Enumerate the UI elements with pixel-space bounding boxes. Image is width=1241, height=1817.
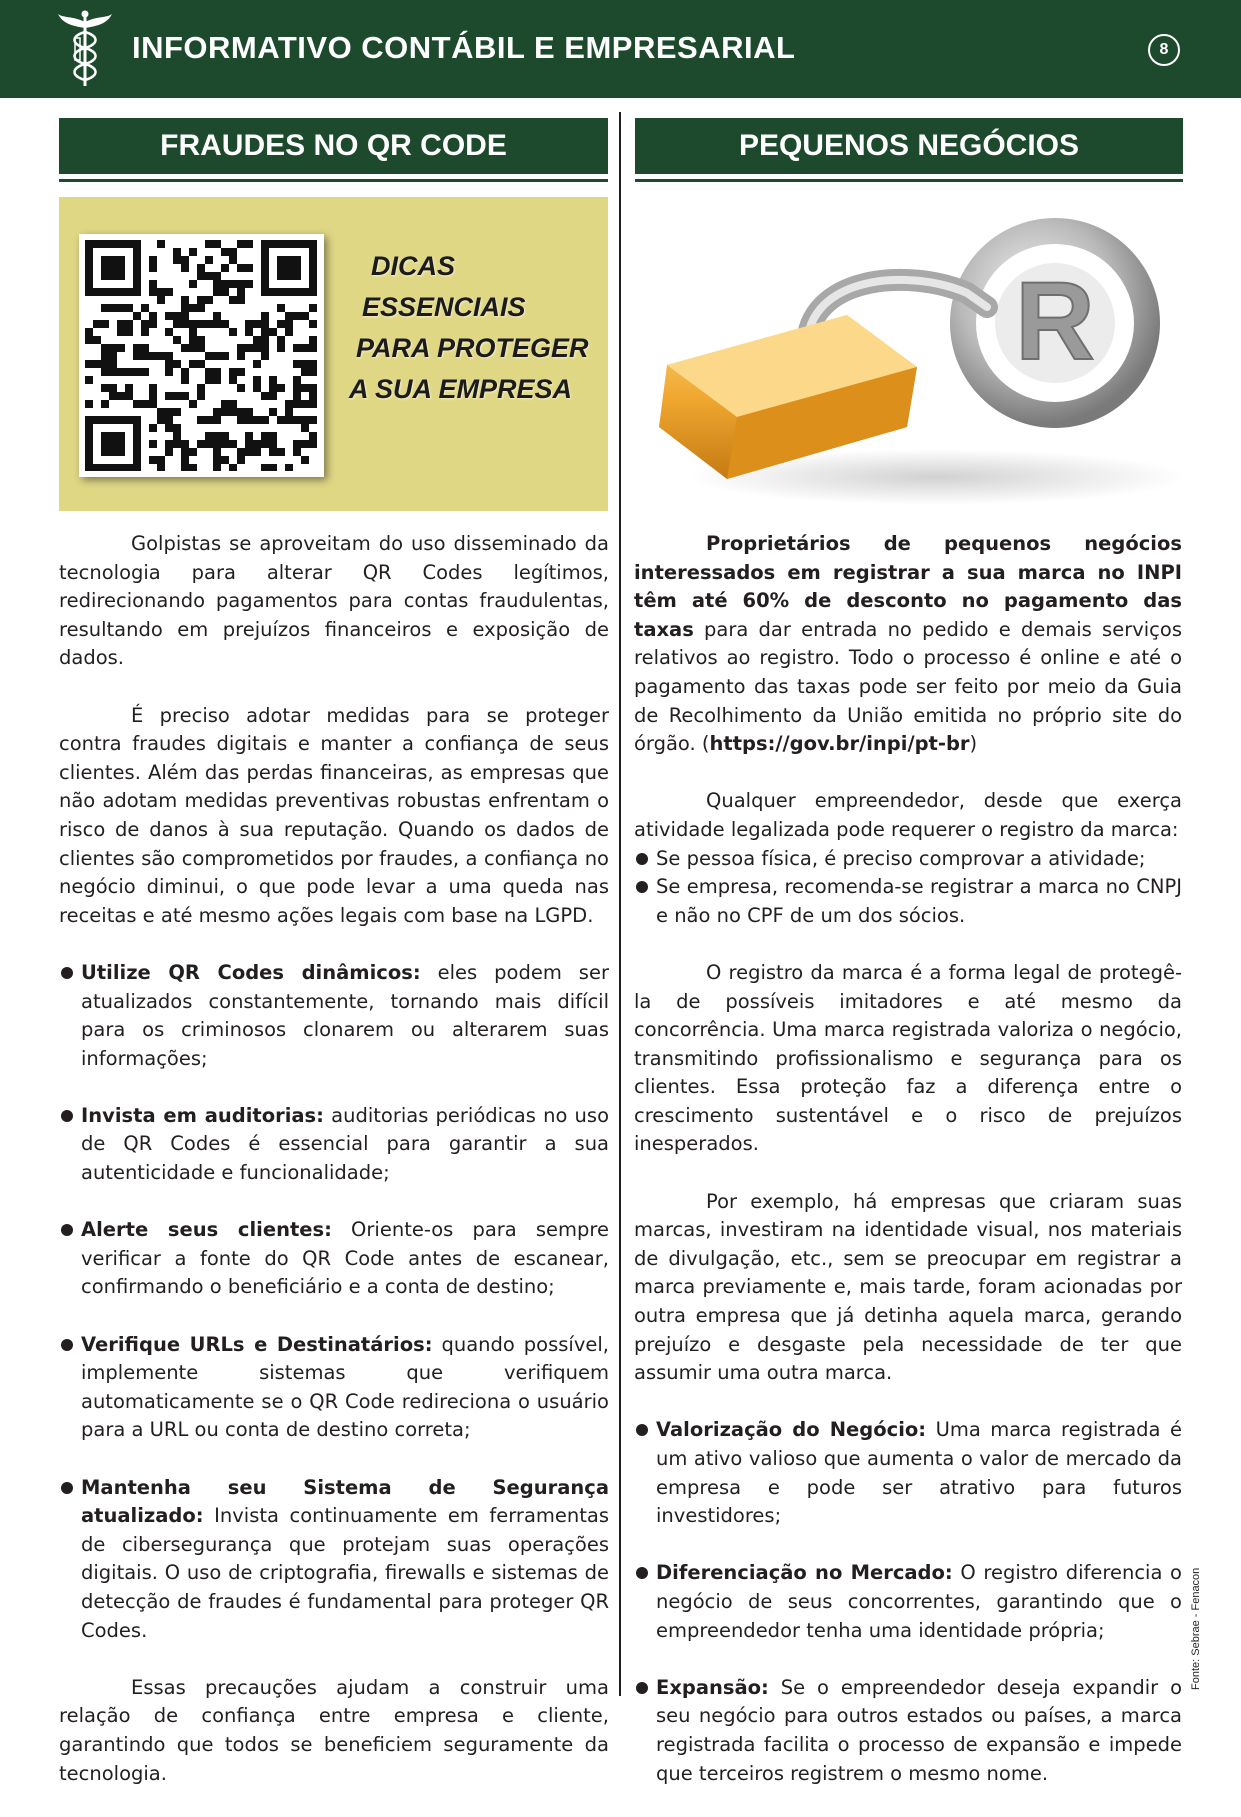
tip-text: quando possível, implemente sistemas que verifiquem automaticamente se o QR Code redireciona o usuário para a URL ou conta de destino correta; bbox=[81, 1332, 609, 1442]
registered-trademark-lock-illustration bbox=[637, 197, 1185, 511]
benefit-title: Valorização do Negócio: bbox=[656, 1418, 927, 1442]
benefit-text: Uma marca registrada é um ativo valioso que aumenta o valor de mercado da empresa e pode ser atrativo para futuros investidores; bbox=[656, 1418, 1182, 1528]
banner-line-4: A SUA EMPRESA bbox=[349, 374, 573, 404]
benefit-item bbox=[634, 1559, 1182, 1645]
bullet-icon bbox=[61, 1110, 73, 1122]
qr-banner bbox=[59, 197, 608, 511]
benefit-item bbox=[634, 1674, 1182, 1788]
paragraph: Golpistas se aproveitam do uso disseminado da tecnologia para alterar QR Codes legítimos, redirecionando pagamentos para contas fraudulentas, resultando em prejuízos financeiros e exposição de dados. bbox=[59, 532, 609, 670]
tip-title: Invista em auditorias: bbox=[81, 1103, 324, 1127]
caduceus-accounting-icon bbox=[55, 8, 115, 88]
benefit-title: Expansão: bbox=[656, 1675, 769, 1699]
section-title-qr-fraud: FRAUDES NO QR CODE bbox=[59, 118, 608, 174]
bullet-icon bbox=[61, 1224, 73, 1236]
banner-line-1: DICAS bbox=[371, 251, 456, 281]
right-article-body bbox=[634, 530, 1182, 1788]
intro-bold-text: Proprietários de pequenos negócios interessados em registrar a sua marca no INPI têm até 60% de desconto no pagamento das taxas bbox=[634, 532, 1182, 641]
paragraph: O registro da marca é a forma legal de protegê-la de possíveis imitadores e até mesmo da concorrência. Uma marca registrada valoriza o negócio, transmitindo profissionalismo e segurança para os clientes. Essa proteção faz a diferença entre o crescimento sustentável e o risco de prejuízos inesperados. bbox=[634, 960, 1182, 1156]
tip-title: Verifique URLs e Destinatários: bbox=[81, 1332, 433, 1356]
tip-text: eles podem ser atualizados constantemente, tornando mais difícil para os criminosos clonarem ou alterarem suas informações; bbox=[81, 960, 609, 1070]
benefit-title: Diferenciação no Mercado: bbox=[656, 1561, 953, 1585]
inpi-link[interactable]: https://gov.br/inpi/pt-br bbox=[709, 732, 970, 756]
qr-code-image bbox=[79, 234, 324, 477]
bullet-icon bbox=[61, 1339, 73, 1351]
column-divider bbox=[619, 112, 621, 1696]
top-header-bar bbox=[0, 0, 1241, 98]
bullet-icon bbox=[61, 1482, 73, 1494]
section-title-small-business: PEQUENOS NEGÓCIOS bbox=[635, 118, 1183, 174]
intro-paragraph bbox=[634, 530, 1182, 759]
bullet-icon bbox=[636, 1424, 648, 1436]
svg-text:R: R bbox=[1015, 260, 1095, 383]
source-credit: Fonte: Sebrae - Fenacon bbox=[1190, 1567, 1202, 1690]
intro-end: ) bbox=[969, 732, 978, 756]
page-number: 8 bbox=[1148, 34, 1180, 66]
tip-title: Utilize QR Codes dinâmicos: bbox=[81, 960, 421, 984]
list-item: Se pessoa física, é preciso comprovar a atividade; bbox=[634, 845, 1182, 874]
tip-text: auditorias periódicas no uso de QR Codes é essencial para garantir a sua autenticidade e funcionalidade; bbox=[81, 1103, 609, 1185]
list-item: Se empresa, recomenda-se registrar a marca no CNPJ e não no CPF de um dos sócios. bbox=[634, 873, 1182, 930]
bullet-icon bbox=[636, 1567, 648, 1579]
banner-line-2: ESSENCIAIS bbox=[362, 292, 526, 322]
bullet-icon bbox=[61, 967, 73, 979]
qr-code-icon bbox=[85, 240, 318, 471]
benefit-item bbox=[634, 1416, 1182, 1530]
publication-title: INFORMATIVO CONTÁBIL E EMPRESARIAL bbox=[132, 30, 796, 65]
tip-text: Oriente-os para sempre verificar a fonte do QR Code antes de escanear, confirmando o beneficiário e a conta de destino; bbox=[81, 1218, 609, 1299]
paragraph: É preciso adotar medidas para se proteger contra fraudes digitais e manter a confiança de seus clientes. Além das perdas financeiras, as empresas que não adotam medidas preventivas robustas enfrentam o risco de danos à sua reputação. Quando os dados de clientes são comprometidos por fraudes, a confiança no negócio diminui, o que pode levar a uma queda nas receitas e até mesmo ações legais com base na LGPD. bbox=[59, 703, 609, 927]
tip-item bbox=[59, 1474, 609, 1646]
intro-text: para dar entrada no pedido e demais serviços relativos ao registro. Todo o processo é online e até o pagamento das taxas pode ser feito por meio da Guia de Recolhimento da União emitida no próprio site do órgão. ( bbox=[634, 617, 1182, 756]
banner-line-3: PARA PROTEGER bbox=[356, 333, 589, 363]
tip-item bbox=[59, 1331, 609, 1445]
tip-title: Alerte seus clientes: bbox=[81, 1218, 332, 1242]
requirements-list bbox=[634, 845, 1182, 931]
tip-item bbox=[59, 1216, 609, 1302]
bullet-icon bbox=[636, 1682, 648, 1694]
closing-paragraph: Essas precauções ajudam a construir uma relação de confiança entre empresa e cliente, garantindo que todos se beneficiem seguramente da tecnologia. bbox=[59, 1675, 609, 1785]
tip-item bbox=[59, 1102, 609, 1188]
left-article-body bbox=[59, 530, 609, 1817]
tip-title: Mantenha seu Sistema de Segurança atualizado: bbox=[81, 1475, 609, 1528]
paragraph: Qualquer empreendedor, desde que exerça atividade legalizada pode requerer o registro da marca: bbox=[634, 789, 1182, 841]
tip-item bbox=[59, 959, 609, 1073]
tip-text: Invista continuamente em ferramentas de cibersegurança que protejam suas operações digitais. O uso de criptografia, firewalls e sistemas de detecção de fraudes é fundamental para proteger QR Codes. bbox=[81, 1504, 609, 1642]
benefit-text: O registro diferencia o negócio de seus concorrentes, garantindo que o empreendedor tenha uma identidade própria; bbox=[656, 1561, 1182, 1642]
paragraph: Por exemplo, há empresas que criaram suas marcas, investiram na identidade visual, nos materiais de divulgação, etc., sem se preocupar em registrar a marca previamente e, mais tarde, foram acionadas por outra empresa que já detinha aquela marca, gerando prejuízo e desgaste pela necessidade de ter que assumir uma outra marca. bbox=[634, 1189, 1182, 1385]
benefit-text: Se o empreendedor deseja expandir o seu negócio para outros estados ou países, a marca registrada facilita o processo de expansão e impede que terceiros registrem o mesmo nome. bbox=[656, 1675, 1182, 1785]
